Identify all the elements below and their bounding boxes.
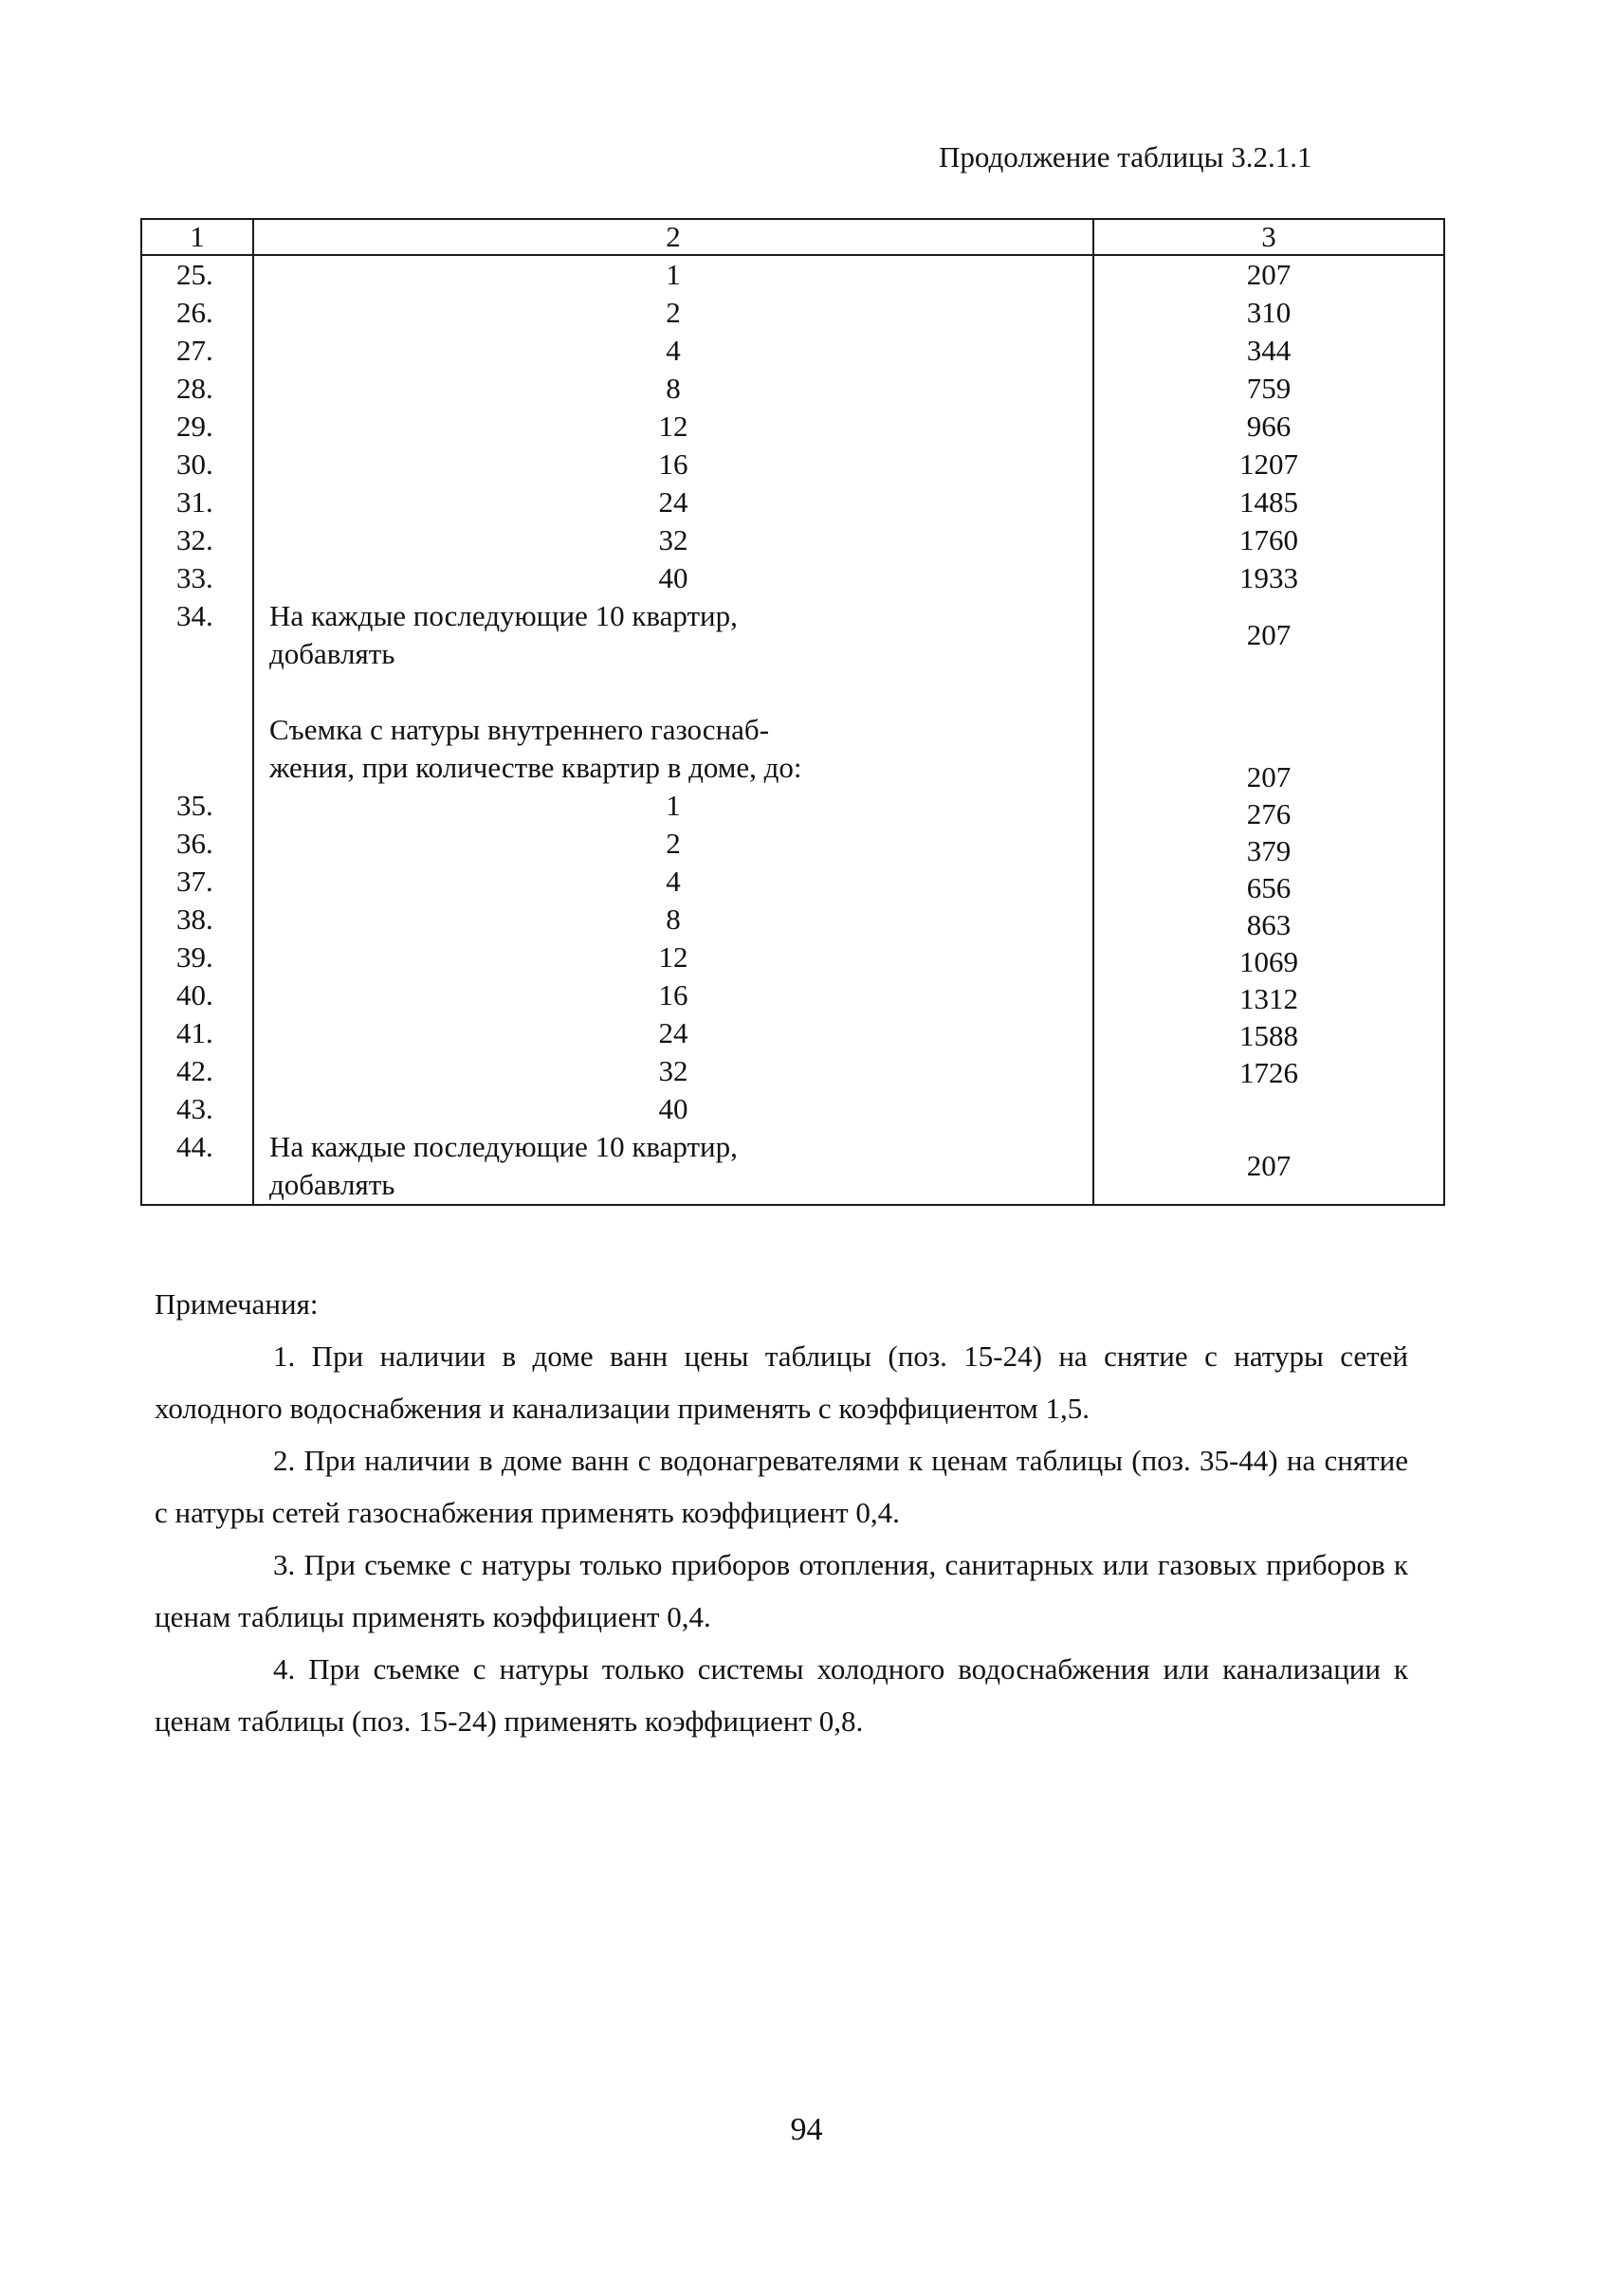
row-number: 37.: [176, 865, 213, 898]
price-value: 966: [1093, 408, 1444, 446]
price-value: 310: [1093, 294, 1444, 332]
row-number: 27.: [141, 332, 253, 370]
table-row: [141, 1128, 1444, 1205]
row-number: 25.: [141, 255, 253, 294]
apartment-count: 16: [658, 978, 688, 1011]
price-value: 207: [1246, 760, 1292, 793]
table-row: [141, 483, 1444, 521]
note-item: 3. При съемке с натуры только приборов отопления, санитарных или газовых приборов к ценам таблицы применять коэффициент 0,4.: [155, 1548, 1408, 1633]
row-number: 28.: [141, 370, 253, 408]
table-row: [141, 370, 1444, 408]
price-value: 863: [1246, 908, 1292, 941]
page-number: 94: [790, 2112, 823, 2147]
apartment-count-column: [253, 787, 1093, 1128]
price-value: 1760: [1093, 521, 1444, 559]
row-number: 32.: [141, 521, 253, 559]
row-description: [253, 1128, 1093, 1205]
empty-cell: [141, 673, 253, 787]
table-row: [141, 446, 1444, 483]
column-header: 2: [253, 219, 1093, 255]
row-number: 43.: [176, 1092, 213, 1125]
apartment-count: 8: [253, 370, 1093, 408]
apartment-count: 12: [253, 408, 1093, 446]
price-value-column: [1093, 758, 1444, 1100]
price-value: 1933: [1093, 559, 1444, 597]
price-value: 759: [1093, 370, 1444, 408]
row-number: 44.: [141, 1128, 253, 1205]
apartment-count: 16: [253, 446, 1093, 483]
notes-section: [155, 1278, 1408, 1747]
table-row: [141, 521, 1444, 559]
note-item: 4. При съемке с натуры только системы холодного водоснабжения или канализации к ценам таблицы (поз. 15-24) применять коэффициент 0,8.: [155, 1652, 1408, 1738]
price-value: 1069: [1239, 945, 1298, 978]
table-continuation-caption: Продолжение таблицы 3.2.1.1: [939, 140, 1312, 173]
table-row: [141, 408, 1444, 446]
row-number: 36.: [176, 827, 213, 860]
price-value: 1207: [1093, 446, 1444, 483]
row-number: 40.: [176, 978, 213, 1011]
apartment-count: 2: [666, 827, 681, 860]
price-value: 207: [1093, 1128, 1444, 1205]
table-row: [141, 559, 1444, 597]
row-number: 33.: [141, 559, 253, 597]
note-item: 1. При наличии в доме ванн цены таблицы (поз. 15-24) на снятие с натуры сетей холодного водоснабжения и канализации применять с коэффициентом 1,5.: [155, 1339, 1408, 1425]
price-value: 207: [1093, 597, 1444, 673]
row-number: 41.: [176, 1016, 213, 1049]
section-heading-line: жения, при количестве квартир в доме, до:: [269, 751, 802, 784]
apartment-count: 40: [658, 1092, 688, 1125]
table-row-group: [141, 787, 1444, 1128]
apartment-count: 1: [253, 255, 1093, 294]
row-number: 31.: [141, 483, 253, 521]
table-row: [141, 332, 1444, 370]
row-number-column: [141, 787, 253, 1128]
price-table: [140, 218, 1445, 1206]
price-value: 344: [1093, 332, 1444, 370]
table-row: [141, 294, 1444, 332]
price-value: 1312: [1239, 982, 1298, 1015]
row-number: 42.: [176, 1054, 213, 1087]
price-value: 656: [1246, 871, 1292, 904]
price-value: 379: [1246, 834, 1292, 867]
apartment-count: 2: [253, 294, 1093, 332]
table-header-row: [141, 219, 1444, 255]
section-heading-line: Съемка с натуры внутреннего газоснаб-: [269, 713, 770, 746]
column-header: 1: [141, 219, 253, 255]
apartment-count: 24: [253, 483, 1093, 521]
apartment-count: 12: [658, 940, 688, 974]
table-row: [141, 255, 1444, 294]
row-description-line: На каждые последующие 10 квартир,: [269, 599, 738, 632]
table-row: [141, 597, 1444, 673]
row-number: 29.: [141, 408, 253, 446]
apartment-count: 40: [253, 559, 1093, 597]
row-number: 34.: [141, 597, 253, 673]
apartment-count: 32: [658, 1054, 688, 1087]
apartment-count: 32: [253, 521, 1093, 559]
row-number: 38.: [176, 902, 213, 936]
row-description: [253, 597, 1093, 673]
section-heading: [253, 673, 1093, 787]
row-number: 39.: [176, 940, 213, 974]
row-description-line: добавлять: [269, 637, 395, 670]
row-number: 35.: [176, 789, 213, 822]
row-number: 30.: [141, 446, 253, 483]
column-header: 3: [1093, 219, 1444, 255]
apartment-count: 1: [666, 789, 681, 822]
row-description-line: На каждые последующие 10 квартир,: [269, 1130, 738, 1163]
price-value: 1485: [1093, 483, 1444, 521]
row-description-line: добавлять: [269, 1168, 395, 1201]
apartment-count: 4: [666, 865, 681, 898]
notes-title: Примечания:: [155, 1287, 319, 1321]
price-value: 1588: [1239, 1019, 1298, 1052]
price-value: 1726: [1239, 1056, 1298, 1089]
apartment-count: 24: [658, 1016, 688, 1049]
price-value: 207: [1093, 255, 1444, 294]
apartment-count: 8: [666, 902, 681, 936]
price-value: 276: [1246, 797, 1292, 830]
row-number: 26.: [141, 294, 253, 332]
apartment-count: 4: [253, 332, 1093, 370]
note-item: 2. При наличии в доме ванн с водонагревателями к ценам таблицы (поз. 35-44) на снятие с натуры сетей газоснабжения применять коэффициент 0,4.: [155, 1444, 1408, 1529]
